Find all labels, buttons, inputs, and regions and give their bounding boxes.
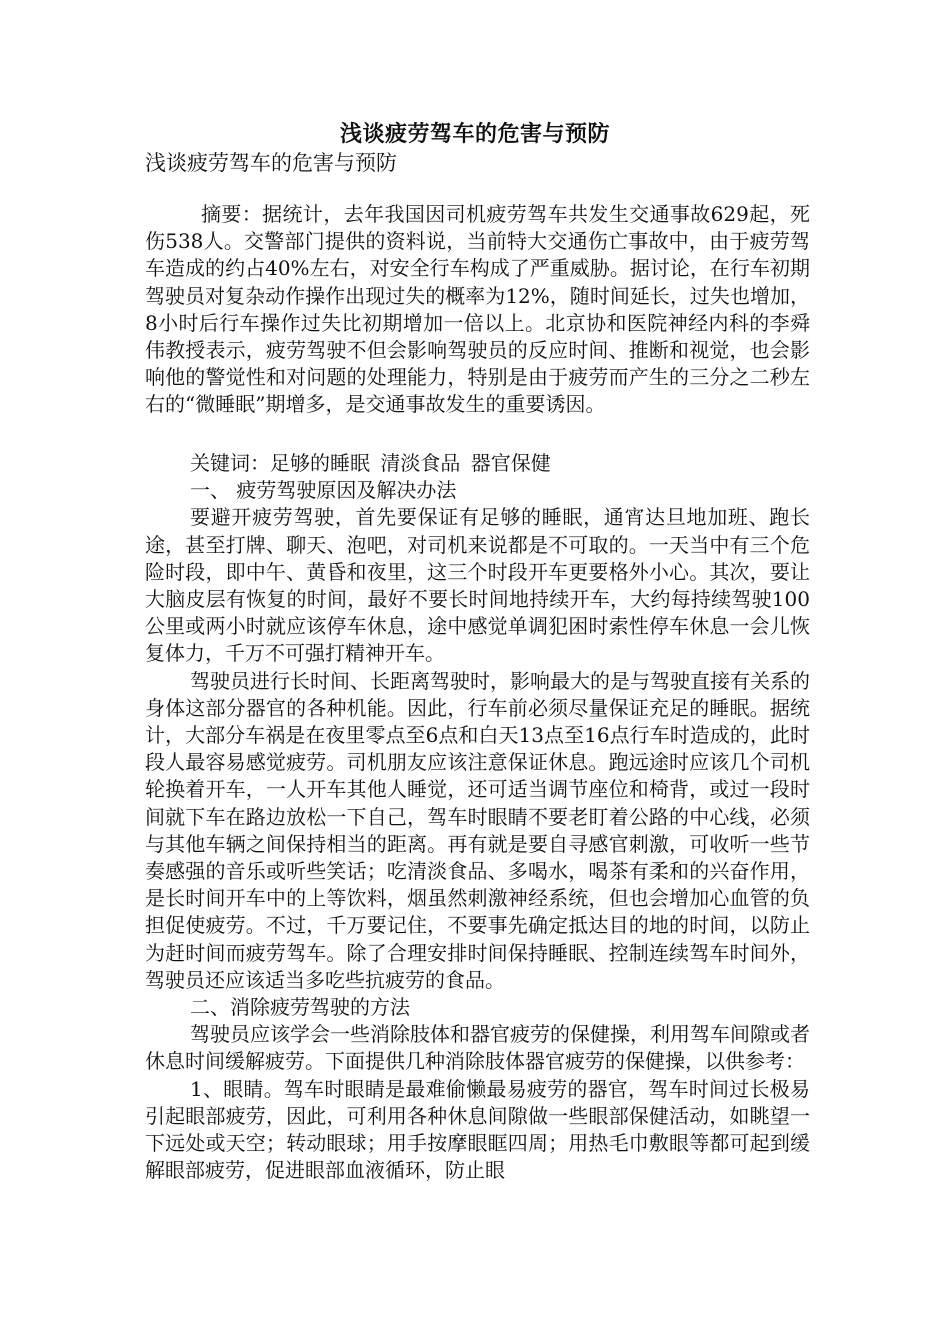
main-body (145, 450, 810, 1184)
section-1-heading: 一、 疲劳驾驶原因及解决办法 (190, 478, 457, 503)
document-subtitle: 浅谈疲劳驾车的危害与预防 (145, 151, 397, 175)
abstract-text: 摘要：据统计，去年我国因司机疲劳驾车共发生交通事故629起，死伤538人。交警部门提供的资料说，当前特大交通伤亡事故中，由于疲劳驾车造成的约占40%左右，对安全行车构成了严重威胁。据讨论，在行车初期驾驶员对复杂动作操作出现过失的概率为12%，随时间延长，过失也增加，8小时后行车操作过失比初期增加一倍以上。北京协和医院神经内科的李舜伟教授表示，疲劳驾驶不但会影响驾驶员的反应时间、推断和视觉，也会影响他的警觉性和对问题的处理能力，特别是由于疲劳而产生的三分之二秒左右的“微睡眠”期增多，是交通事故发生的重要诱因。 (145, 202, 810, 417)
document-title: 浅谈疲劳驾车的危害与预防 (339, 121, 610, 147)
keywords-line: 关键词：足够的睡眠 清淡食品 器官保健 (190, 451, 551, 475)
section-2-item-1: 1、眼睛。驾车时眼睛是最难偷懒最易疲劳的器官，驾车时间过长极易引起眼部疲劳，因此，可利用各种休息间隙做一些眼部保健活动，如眺望一下远处或天空；转动眼球；用手按摩眼眶四周；用热毛巾敷眼等都可起到缓解眼部疲劳，促进眼部血液循环，防止眼 (145, 1076, 810, 1183)
section-2-paragraph-1: 驾驶员应该学会一些消除肢体和器官疲劳的保健操，利用驾车间隙或者休息时间缓解疲劳。下面提供几种消除肢体器官疲劳的保健操，以供参考： (145, 1022, 810, 1074)
section-1-paragraph-2: 驾驶员进行长时间、长距离驾驶时，影响最大的是与驾驶直接有关系的身体这部分器官的各种机能。因此，行车前必须尽量保证充足的睡眠。据统计，大部分车祸是在夜里零点至6点和白天13点至16点行车时造成的，此时段人最容易感觉疲劳。司机朋友应该注意保证休息。跑远途时应该几个司机轮换着开车，一人开车其他人睡觉，还可适当调节座位和椅背，或过一段时间就下车在路边放松一下自己，驾车时眼睛不要老盯着公路的中心线，必须与其他车辆之间保持相当的距离。再有就是要自寻感官刺激，可收听一些节奏感强的音乐或听些笑话；吃清淡食品、多喝水，喝茶有柔和的兴奋作用，是长时间开车中的上等饮料，烟虽然刺激神经系统，但也会增加心血管的负担促使疲劳。不过，千万要记住，不要事先确定抵达目的地的时间，以防止为赶时间而疲劳驾车。除了合理安排时间保持睡眠、控制连续驾车时间外，驾驶员还应该适当多吃些抗疲劳的食品。 (145, 668, 810, 992)
section-2-heading: 二、消除疲劳驾驶的方法 (190, 995, 410, 1020)
section-1-paragraph-1: 要避开疲劳驾驶，首先要保证有足够的睡眠，通宵达旦地加班、跑长途，甚至打牌、聊天、泡吧，对司机来说都是不可取的。一天当中有三个危险时段，即中午、黄昏和夜里，这三个时段开车更要格外小心。其次，要让大脑皮层有恢复的时间，最好不要长时间地持续开车，大约每持续驾驶100公里或两小时就应该停车休息，途中感觉单调犯困时索性停车休息一会儿恢复体力，千万不可强打精神开车。 (145, 505, 810, 666)
abstract-paragraph (145, 201, 810, 419)
